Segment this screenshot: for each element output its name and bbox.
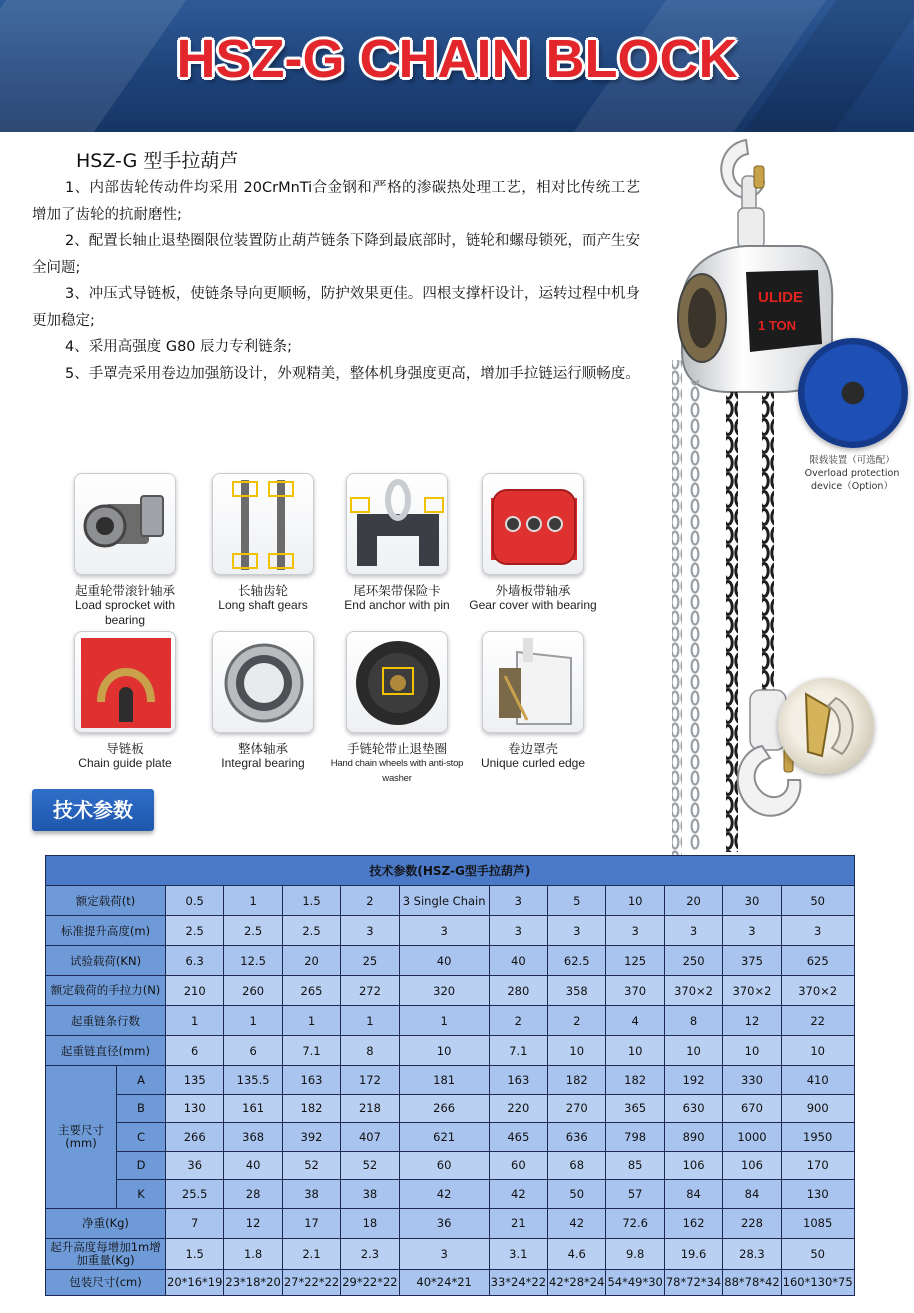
table-cell: 50 bbox=[781, 886, 854, 916]
table-row bbox=[46, 1151, 855, 1180]
table-cell: 2.5 bbox=[166, 916, 224, 946]
table-cell: 1 bbox=[341, 1006, 399, 1036]
table-cell: 7.1 bbox=[489, 1036, 547, 1066]
table-cell: 52 bbox=[282, 1151, 340, 1180]
table-cell: 8 bbox=[341, 1036, 399, 1066]
feature-item: 3、冲压式导链板，使链条导向更顺畅，防护效果更佳。四根支撑杆设计，运转过程中机身更加稳定; bbox=[32, 286, 640, 329]
table-cell: 60 bbox=[489, 1151, 547, 1180]
table-cell: 2 bbox=[548, 1006, 606, 1036]
table-cell: 10 bbox=[606, 886, 664, 916]
chain-hoist-illustration bbox=[650, 130, 914, 860]
bearing-icon bbox=[213, 632, 314, 733]
table-cell: 1 bbox=[166, 1006, 224, 1036]
table-cell: 130 bbox=[781, 1180, 854, 1209]
part-photo bbox=[346, 473, 448, 575]
table-cell: 182 bbox=[548, 1066, 606, 1095]
table-cell: 12 bbox=[723, 1006, 781, 1036]
table-cell: 10 bbox=[548, 1036, 606, 1066]
table-cell: 42 bbox=[548, 1208, 606, 1238]
part-name-en: Chain guide plate bbox=[78, 756, 172, 770]
table-row bbox=[46, 1208, 855, 1238]
table-cell: 365 bbox=[606, 1094, 664, 1123]
table-cell: 29*22*22 bbox=[341, 1269, 399, 1295]
table-cell: 266 bbox=[399, 1094, 489, 1123]
row-label: 起重链条行数 bbox=[46, 1006, 166, 1036]
table-cell: 42*28*24 bbox=[548, 1269, 606, 1295]
table-cell: 163 bbox=[489, 1066, 547, 1095]
part-long-shaft-gears bbox=[195, 473, 331, 613]
table-cell: 68 bbox=[548, 1151, 606, 1180]
table-cell: 40*24*21 bbox=[399, 1269, 489, 1295]
overload-caption-en: device（Option） bbox=[811, 481, 893, 492]
table-cell: 30 bbox=[723, 886, 781, 916]
table-cell: 3 bbox=[341, 916, 399, 946]
table-row bbox=[46, 1238, 855, 1269]
table-cell: 6 bbox=[224, 1036, 282, 1066]
table-cell: 10 bbox=[723, 1036, 781, 1066]
table-cell: 10 bbox=[664, 1036, 722, 1066]
table-cell: 3.1 bbox=[489, 1238, 547, 1269]
table-cell: 392 bbox=[282, 1123, 340, 1152]
table-cell: 1 bbox=[224, 886, 282, 916]
load-chain bbox=[762, 392, 774, 692]
table-cell: 3 bbox=[489, 886, 547, 916]
part-load-sprocket bbox=[57, 473, 193, 628]
table-row bbox=[46, 946, 855, 976]
table-cell: 3 bbox=[723, 916, 781, 946]
table-cell: 410 bbox=[781, 1066, 854, 1095]
table-cell: 1085 bbox=[781, 1208, 854, 1238]
part-photo bbox=[482, 473, 584, 575]
row-label: 额定载荷(t) bbox=[46, 886, 166, 916]
table-cell: 8 bbox=[664, 1006, 722, 1036]
part-hand-chain-wheel bbox=[329, 631, 465, 786]
hook-latch-closeup bbox=[778, 678, 874, 774]
table-cell: 2.3 bbox=[341, 1238, 399, 1269]
part-name-en: Unique curled edge bbox=[480, 756, 586, 770]
table-cell: 1.8 bbox=[224, 1238, 282, 1269]
table-cell: 57 bbox=[606, 1180, 664, 1209]
dimension-key: C bbox=[117, 1123, 166, 1152]
table-cell: 10 bbox=[399, 1036, 489, 1066]
overload-device-caption bbox=[790, 454, 914, 493]
table-cell: 7 bbox=[166, 1208, 224, 1238]
row-label: 净重(Kg) bbox=[46, 1208, 166, 1238]
table-cell: 2 bbox=[341, 886, 399, 916]
table-cell: 1 bbox=[399, 1006, 489, 1036]
row-label: 试验载荷(KN) bbox=[46, 946, 166, 976]
table-cell: 125 bbox=[606, 946, 664, 976]
table-cell: 630 bbox=[664, 1094, 722, 1123]
table-cell: 0.5 bbox=[166, 886, 224, 916]
table-cell: 370×2 bbox=[781, 976, 854, 1006]
table-cell: 106 bbox=[723, 1151, 781, 1180]
table-row bbox=[46, 1094, 855, 1123]
sprocket-icon bbox=[75, 474, 176, 575]
table-cell: 135.5 bbox=[224, 1066, 282, 1095]
row-label: 标准提升高度(m) bbox=[46, 916, 166, 946]
row-label: 起重链直径(mm) bbox=[46, 1036, 166, 1066]
table-cell: 60 bbox=[399, 1151, 489, 1180]
table-cell: 170 bbox=[781, 1151, 854, 1180]
overload-caption-cn: 限载装置（可选配） bbox=[809, 455, 895, 466]
table-cell: 192 bbox=[664, 1066, 722, 1095]
table-cell: 3 bbox=[399, 1238, 489, 1269]
hand-wheel-icon bbox=[347, 632, 448, 733]
part-photo bbox=[74, 473, 176, 575]
dimension-group-label: 主要尺寸(mm) bbox=[46, 1066, 117, 1209]
part-name-cn: 导链板 bbox=[106, 741, 144, 756]
table-cell: 52 bbox=[341, 1151, 399, 1180]
feature-item: 1、内部齿轮传动件均采用 20CrMnTi合金钢和严格的渗碳热处理工艺，相对比传统工艺增加了齿轮的抗耐磨性; bbox=[32, 180, 640, 223]
table-cell: 17 bbox=[282, 1208, 340, 1238]
table-cell: 25 bbox=[341, 946, 399, 976]
part-name-cn: 起重轮带滚针轴承 bbox=[74, 583, 175, 598]
product-subtitle: HSZ-G 型手拉葫芦 bbox=[76, 150, 239, 172]
section-heading-text: 技术参数 bbox=[53, 798, 133, 822]
table-cell: 370×2 bbox=[723, 976, 781, 1006]
table-cell: 210 bbox=[166, 976, 224, 1006]
table-cell: 172 bbox=[341, 1066, 399, 1095]
part-name-cn: 手链轮带止退垫圈 bbox=[346, 741, 447, 756]
table-cell: 1 bbox=[224, 1006, 282, 1036]
table-row bbox=[46, 886, 855, 916]
page-title: HSZ-G CHAIN BLOCK bbox=[176, 29, 738, 89]
part-photo bbox=[212, 631, 314, 733]
table-cell: 798 bbox=[606, 1123, 664, 1152]
table-row bbox=[46, 1269, 855, 1295]
table-cell: 228 bbox=[723, 1208, 781, 1238]
table-row bbox=[46, 1066, 855, 1095]
part-photo bbox=[74, 631, 176, 733]
table-cell: 4 bbox=[606, 1006, 664, 1036]
table-cell: 85 bbox=[606, 1151, 664, 1180]
part-name-en: Load sprocket with bearing bbox=[74, 598, 176, 627]
table-cell: 6 bbox=[166, 1036, 224, 1066]
table-cell: 88*78*42 bbox=[723, 1269, 781, 1295]
table-cell: 50 bbox=[781, 1238, 854, 1269]
table-cell: 375 bbox=[723, 946, 781, 976]
table-cell: 12.5 bbox=[224, 946, 282, 976]
table-cell: 3 Single Chain bbox=[399, 886, 489, 916]
table-cell: 2.5 bbox=[282, 916, 340, 946]
gear-cover-icon bbox=[483, 474, 584, 575]
part-photo bbox=[346, 631, 448, 733]
latch-closeup-icon bbox=[778, 678, 874, 774]
anchor-icon bbox=[347, 474, 448, 575]
table-cell: 161 bbox=[224, 1094, 282, 1123]
table-cell: 280 bbox=[489, 976, 547, 1006]
feature-item: 2、配置长轴止退垫圈限位装置防止葫芦链条下降到最底部时，链轮和螺母锁死，而产生安全问题; bbox=[32, 233, 640, 276]
table-cell: 27*22*22 bbox=[282, 1269, 340, 1295]
table-cell: 40 bbox=[489, 946, 547, 976]
table-cell: 250 bbox=[664, 946, 722, 976]
curled-cover-icon bbox=[483, 632, 584, 733]
table-cell: 182 bbox=[606, 1066, 664, 1095]
table-row bbox=[46, 976, 855, 1006]
table-cell: 220 bbox=[489, 1094, 547, 1123]
table-cell: 38 bbox=[341, 1180, 399, 1209]
table-cell: 260 bbox=[224, 976, 282, 1006]
table-row bbox=[46, 1006, 855, 1036]
table-cell: 160*130*75 bbox=[781, 1269, 854, 1295]
table-cell: 4.6 bbox=[548, 1238, 606, 1269]
table-cell: 10 bbox=[606, 1036, 664, 1066]
table-cell: 320 bbox=[399, 976, 489, 1006]
table-cell: 1.5 bbox=[282, 886, 340, 916]
table-cell: 3 bbox=[781, 916, 854, 946]
dimension-key: D bbox=[117, 1151, 166, 1180]
table-cell: 40 bbox=[224, 1151, 282, 1180]
row-label: 起升高度每增加1m增加重量(Kg) bbox=[46, 1238, 166, 1269]
row-label: 包装尺寸(cm) bbox=[46, 1269, 166, 1295]
row-label: 额定载荷的手拉力(N) bbox=[46, 976, 166, 1006]
table-cell: 130 bbox=[166, 1094, 224, 1123]
table-cell: 12 bbox=[224, 1208, 282, 1238]
table-cell: 218 bbox=[341, 1094, 399, 1123]
table-cell: 36 bbox=[399, 1208, 489, 1238]
table-cell: 266 bbox=[166, 1123, 224, 1152]
dimension-key: K bbox=[117, 1180, 166, 1209]
dimension-key: A bbox=[117, 1066, 166, 1095]
table-cell: 20*16*19 bbox=[166, 1269, 224, 1295]
table-cell: 28.3 bbox=[723, 1238, 781, 1269]
table-cell: 181 bbox=[399, 1066, 489, 1095]
table-cell: 6.3 bbox=[166, 946, 224, 976]
table-cell: 84 bbox=[723, 1180, 781, 1209]
table-cell: 407 bbox=[341, 1123, 399, 1152]
table-cell: 1000 bbox=[723, 1123, 781, 1152]
table-cell: 900 bbox=[781, 1094, 854, 1123]
table-cell: 162 bbox=[664, 1208, 722, 1238]
table-cell: 50 bbox=[548, 1180, 606, 1209]
hand-chain bbox=[690, 380, 700, 850]
shaft-gear-icon bbox=[213, 474, 314, 575]
table-cell: 42 bbox=[489, 1180, 547, 1209]
part-name-en: Hand chain wheels with anti-stop washer bbox=[330, 758, 464, 784]
part-integral-bearing bbox=[195, 631, 331, 771]
table-cell: 358 bbox=[548, 976, 606, 1006]
part-name-cn: 整体轴承 bbox=[237, 741, 288, 756]
spec-table bbox=[45, 855, 855, 1296]
table-cell: 19.6 bbox=[664, 1238, 722, 1269]
table-cell: 2 bbox=[489, 1006, 547, 1036]
hook-latch bbox=[754, 166, 764, 188]
part-name-en: Gear cover with bearing bbox=[469, 598, 597, 612]
table-row bbox=[46, 1036, 855, 1066]
part-name-en: Integral bearing bbox=[221, 756, 305, 770]
dimension-key: B bbox=[117, 1094, 166, 1123]
table-cell: 33*24*22 bbox=[489, 1269, 547, 1295]
table-cell: 10 bbox=[781, 1036, 854, 1066]
table-cell: 20 bbox=[282, 946, 340, 976]
table-cell: 1 bbox=[282, 1006, 340, 1036]
table-row bbox=[46, 1123, 855, 1152]
table-cell: 270 bbox=[548, 1094, 606, 1123]
table-cell: 25.5 bbox=[166, 1180, 224, 1209]
table-cell: 272 bbox=[341, 976, 399, 1006]
table-cell: 135 bbox=[166, 1066, 224, 1095]
table-cell: 368 bbox=[224, 1123, 282, 1152]
table-title: 技术参数(HSZ-G型手拉葫芦) bbox=[46, 856, 855, 886]
brand-label: ULIDE bbox=[758, 289, 803, 306]
table-cell: 370 bbox=[606, 976, 664, 1006]
part-name-en: Long shaft gears bbox=[218, 598, 308, 612]
table-cell: 28 bbox=[224, 1180, 282, 1209]
table-cell: 5 bbox=[548, 886, 606, 916]
table-cell: 9.8 bbox=[606, 1238, 664, 1269]
part-name-en: End anchor with pin bbox=[344, 598, 450, 612]
table-row bbox=[46, 916, 855, 946]
table-cell: 40 bbox=[399, 946, 489, 976]
part-name-cn: 卷边罩壳 bbox=[507, 741, 558, 756]
part-name-cn: 长轴齿轮 bbox=[237, 583, 288, 598]
hook-neck bbox=[738, 208, 764, 248]
hand-chain bbox=[672, 360, 682, 860]
part-photo bbox=[212, 473, 314, 575]
table-cell: 84 bbox=[664, 1180, 722, 1209]
table-cell: 42 bbox=[399, 1180, 489, 1209]
table-cell: 621 bbox=[399, 1123, 489, 1152]
table-cell: 21 bbox=[489, 1208, 547, 1238]
table-cell: 2.5 bbox=[224, 916, 282, 946]
table-cell: 330 bbox=[723, 1066, 781, 1095]
table-cell: 22 bbox=[781, 1006, 854, 1036]
header-banner bbox=[0, 0, 914, 132]
overload-device-photo bbox=[798, 338, 908, 448]
table-cell: 3 bbox=[548, 916, 606, 946]
label-plate bbox=[746, 270, 822, 352]
table-cell: 72.6 bbox=[606, 1208, 664, 1238]
table-cell: 370×2 bbox=[664, 976, 722, 1006]
part-photo bbox=[482, 631, 584, 733]
feature-item: 4、采用高强度 G80 辰力专利链条; bbox=[65, 339, 293, 355]
table-cell: 20 bbox=[664, 886, 722, 916]
table-cell: 265 bbox=[282, 976, 340, 1006]
gear-cover bbox=[688, 288, 716, 348]
table-cell: 1.5 bbox=[166, 1238, 224, 1269]
table-cell: 36 bbox=[166, 1151, 224, 1180]
overload-caption-en: Overload protection bbox=[804, 468, 900, 479]
feature-list bbox=[32, 175, 640, 387]
capacity-label: 1 TON bbox=[758, 318, 797, 333]
table-cell: 1950 bbox=[781, 1123, 854, 1152]
table-cell: 890 bbox=[664, 1123, 722, 1152]
feature-item: 5、手罩壳采用卷边加强筋设计，外观精美，整体机身强度更高，增加手拉链运行顺畅度。 bbox=[65, 365, 640, 382]
table-cell: 625 bbox=[781, 946, 854, 976]
table-cell: 62.5 bbox=[548, 946, 606, 976]
table-cell: 23*18*20 bbox=[224, 1269, 282, 1295]
table-cell: 182 bbox=[282, 1094, 340, 1123]
part-name-cn: 外墙板带轴承 bbox=[495, 583, 571, 598]
table-cell: 54*49*30 bbox=[606, 1269, 664, 1295]
table-cell: 18 bbox=[341, 1208, 399, 1238]
table-cell: 78*72*34 bbox=[664, 1269, 722, 1295]
load-chain bbox=[726, 392, 738, 852]
table-cell: 7.1 bbox=[282, 1036, 340, 1066]
table-cell: 465 bbox=[489, 1123, 547, 1152]
table-row bbox=[46, 1180, 855, 1209]
part-end-anchor bbox=[329, 473, 465, 613]
part-name-cn: 尾环架带保险卡 bbox=[353, 583, 441, 598]
part-chain-guide-plate bbox=[57, 631, 193, 771]
part-gear-cover bbox=[465, 473, 601, 613]
table-cell: 3 bbox=[399, 916, 489, 946]
table-cell: 3 bbox=[606, 916, 664, 946]
table-cell: 3 bbox=[489, 916, 547, 946]
table-cell: 670 bbox=[723, 1094, 781, 1123]
table-cell: 38 bbox=[282, 1180, 340, 1209]
guide-plate-icon bbox=[75, 632, 176, 733]
table-cell: 2.1 bbox=[282, 1238, 340, 1269]
table-cell: 636 bbox=[548, 1123, 606, 1152]
table-cell: 3 bbox=[664, 916, 722, 946]
part-curled-edge bbox=[465, 631, 601, 771]
table-cell: 163 bbox=[282, 1066, 340, 1095]
table-cell: 106 bbox=[664, 1151, 722, 1180]
section-heading bbox=[32, 789, 154, 831]
